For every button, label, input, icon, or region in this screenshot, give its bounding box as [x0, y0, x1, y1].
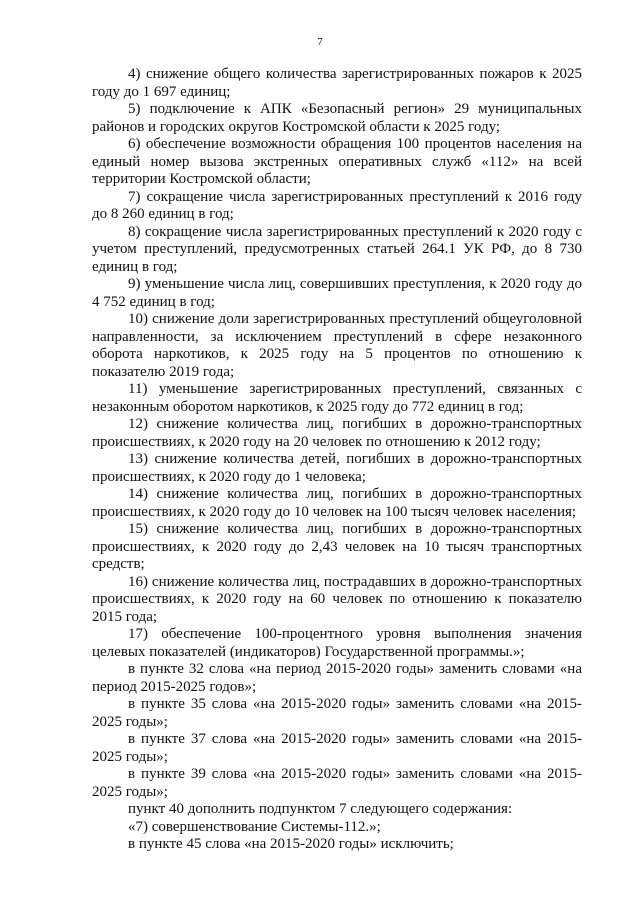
amendment-point-37: в пункте 37 слова «на 2015-2020 годы» заменить словами «на 2015-2025 годы»; — [92, 731, 582, 765]
amendment-point-32: в пункте 32 слова «на период 2015-2020 годы» заменить словами «на период 2015-2025 годов»; — [92, 661, 582, 695]
paragraph-item-10: 10) снижение доли зарегистрированных преступлений общеуголовной направленности, за исключением преступлений в сфере незаконного оборота наркотиков, к 2025 году на 5 процентов по отношению к показателю 2019 года; — [92, 311, 582, 380]
paragraph-item-8: 8) сокращение числа зарегистрированных преступлений к 2020 году с учетом преступлений, предусмотренных статьей 264.1 УК РФ, до 8 730 единиц в год; — [92, 223, 582, 275]
paragraph-item-14: 14) снижение количества лиц, погибших в дорожно-транспортных происшествиях, к 2020 году до 10 человек на 100 тысяч человек населения; — [92, 486, 582, 520]
paragraph-item-9: 9) уменьшение числа лиц, совершивших преступления, к 2020 году до 4 752 единиц в год; — [92, 276, 582, 310]
amendment-point-35: в пункте 35 слова «на 2015-2020 годы» заменить словами «на 2015-2025 годы»; — [92, 696, 582, 730]
amendment-point-40: пункт 40 дополнить подпунктом 7 следующего содержания: — [128, 801, 513, 817]
document-body — [92, 66, 582, 854]
paragraph-item-12: 12) снижение количества лиц, погибших в дорожно-транспортных происшествиях, к 2020 году на 20 человек по отношению к 2012 году; — [92, 416, 582, 450]
paragraph-item-5: 5) подключение к АПК «Безопасный регион» 29 муниципальных районов и городских округов Костромской области к 2025 году; — [92, 101, 582, 135]
paragraph-item-7: 7) сокращение числа зарегистрированных преступлений к 2016 году до 8 260 единиц в год; — [92, 188, 582, 222]
page-number: 7 — [317, 36, 323, 48]
paragraph-item-6: 6) обеспечение возможности обращения 100 процентов населения на единый номер вызова экстренных оперативных служб «112» на всей территории Костромской области; — [92, 136, 582, 187]
paragraph-item-15: 15) снижение количества лиц, погибших в дорожно-транспортных происшествиях, к 2020 году до 2,43 человек на 10 тысяч транспортных средств; — [92, 521, 582, 572]
paragraph-item-4: 4) снижение общего количества зарегистрированных пожаров к 2025 году до 1 697 единиц; — [92, 66, 582, 100]
amendment-point-39: в пункте 39 слова «на 2015-2020 годы» заменить словами «на 2015-2025 годы»; — [92, 766, 582, 800]
paragraph-item-16: 16) снижение количества лиц, пострадавших в дорожно-транспортных происшествиях, к 2020 году на 60 человек по отношению к показателю 2015 года; — [92, 573, 582, 625]
paragraph-item-11: 11) уменьшение зарегистрированных преступлений, связанных с незаконным оборотом наркотиков, к 2025 году до 772 единиц в год; — [92, 381, 582, 415]
paragraph-item-13: 13) снижение количества детей, погибших в дорожно-транспортных происшествиях, к 2020 году до 1 человека; — [92, 451, 582, 485]
amendment-point-40-subitem-7: «7) совершенствование Системы-112.»; — [128, 818, 381, 835]
paragraph-item-17: 17) обеспечение 100-процентного уровня выполнения значения целевых показателей (индикаторов) Государственной программы.»; — [92, 626, 582, 660]
amendment-point-45: в пункте 45 слова «на 2015-2020 годы» исключить; — [128, 836, 454, 852]
